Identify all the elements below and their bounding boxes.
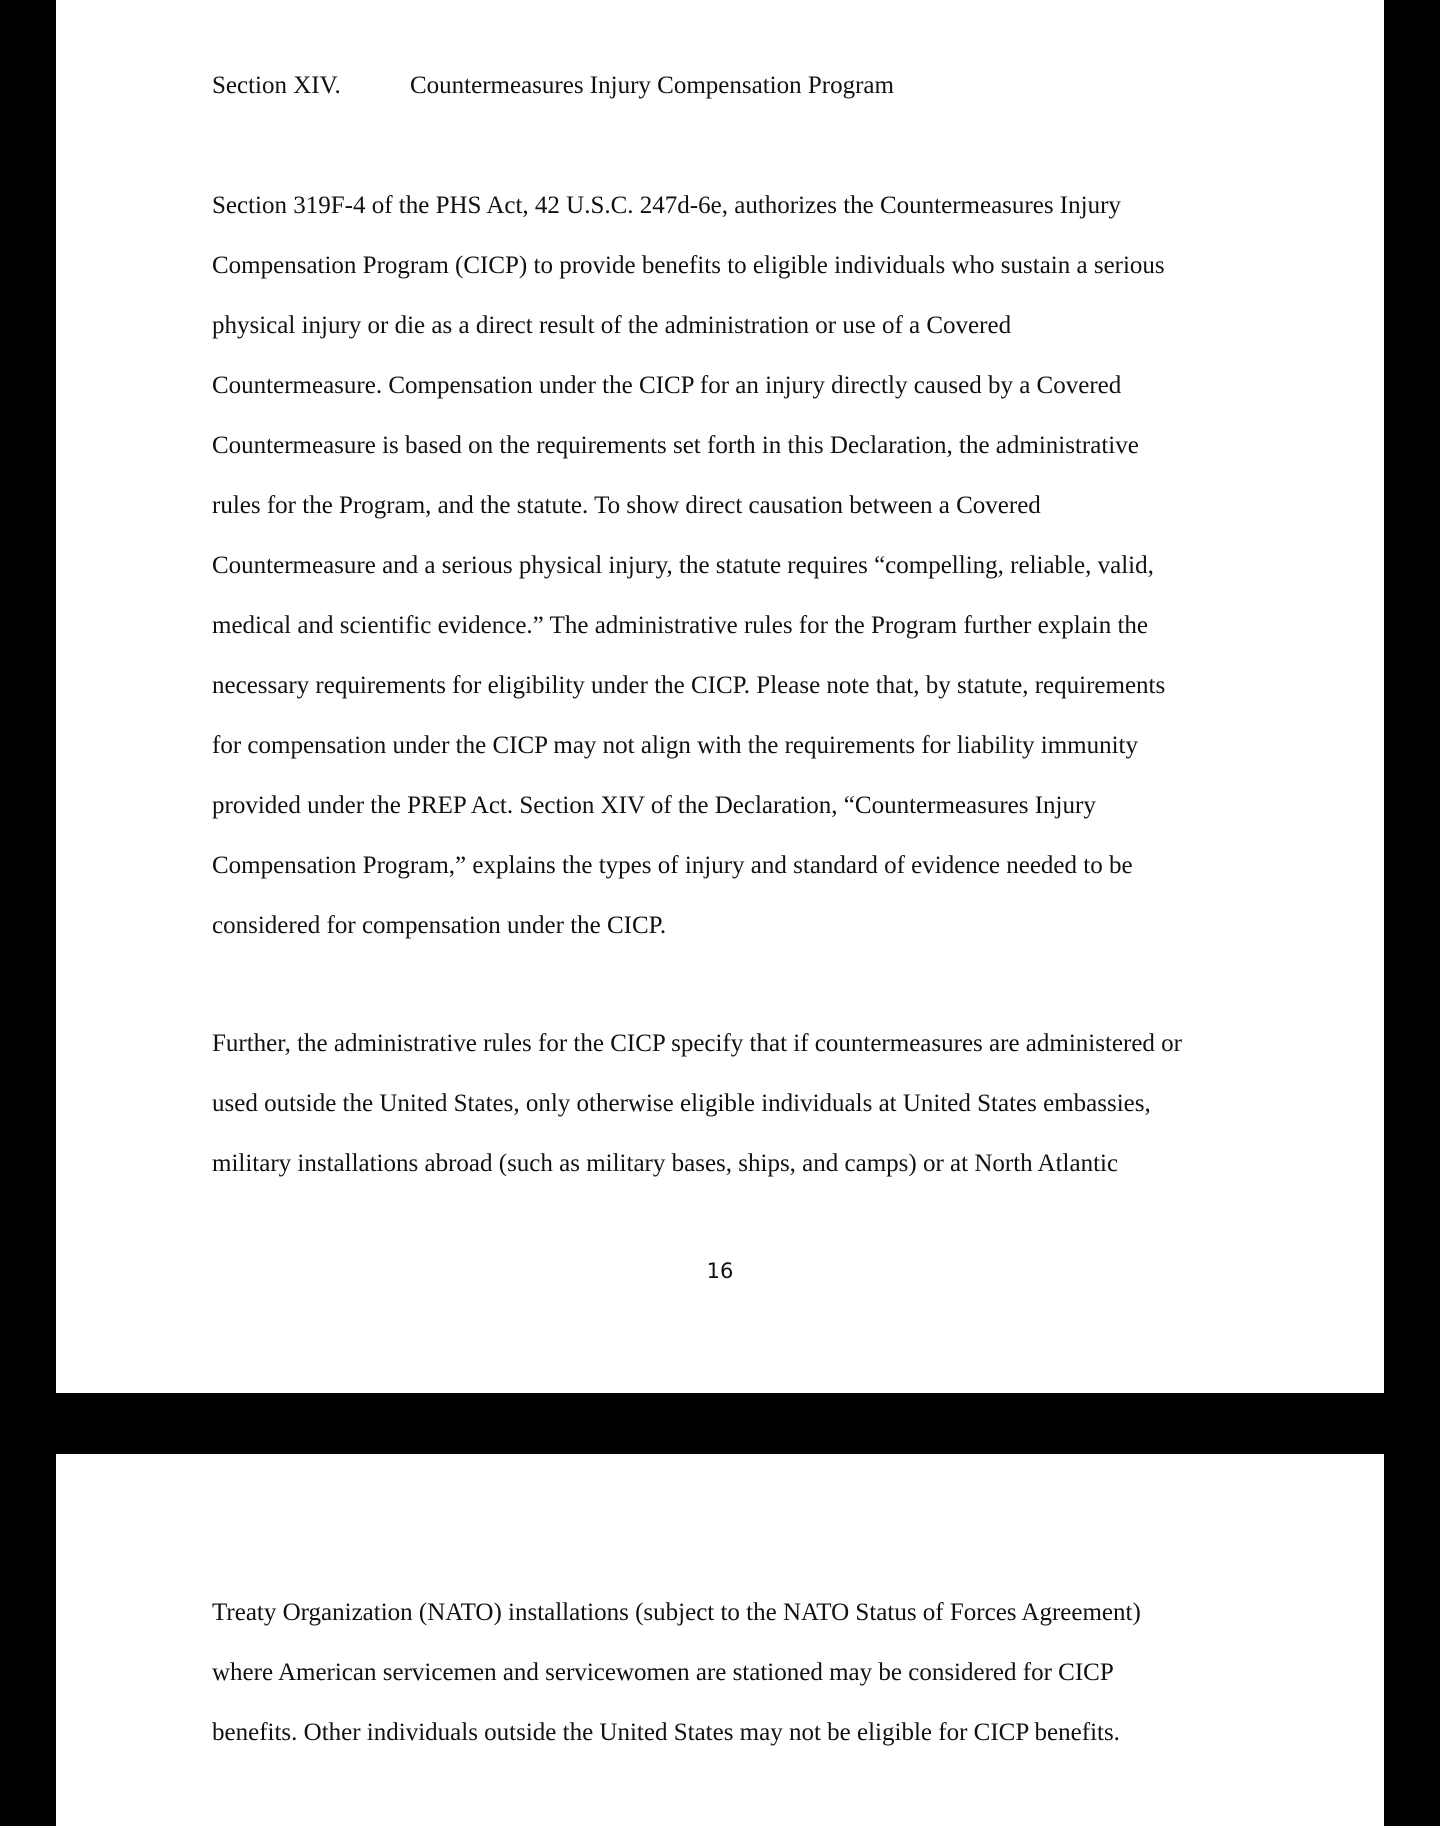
page-number: 16: [706, 1259, 734, 1283]
text-line: Compensation Program (CICP) to provide benefits to eligible individuals who sustain a serious: [212, 252, 1165, 279]
text-line: military installations abroad (such as military bases, ships, and camps) or at North Atlantic: [212, 1150, 1119, 1177]
text-line: used outside the United States, only otherwise eligible individuals at United States embassies,: [212, 1090, 1151, 1117]
text-line: Further, the administrative rules for the CICP specify that if countermeasures are administered or: [212, 1030, 1182, 1057]
text-line: Countermeasure is based on the requirements set forth in this Declaration, the administrative: [212, 432, 1139, 459]
paragraph-nato-continuation: [212, 1583, 1272, 1763]
text-line: Countermeasure. Compensation under the CICP for an injury directly caused by a Covered: [212, 372, 1122, 399]
text-line: benefits. Other individuals outside the United States may not be eligible for CICP benefits.: [212, 1719, 1120, 1746]
text-line: Compensation Program,” explains the types of injury and standard of evidence needed to be: [212, 852, 1133, 879]
document-page-17: [56, 1454, 1384, 1826]
paragraph-outside-us-eligibility: [212, 1014, 1272, 1194]
document-page-16: [56, 0, 1384, 1393]
section-number: Section XIV.: [212, 72, 341, 99]
text-line: physical injury or die as a direct result of the administration or use of a Covered: [212, 312, 1012, 339]
text-line: Section 319F-4 of the PHS Act, 42 U.S.C. 247d-6e, authorizes the Countermeasures Injury: [212, 192, 1121, 219]
text-line: rules for the Program, and the statute. To show direct causation between a Covered: [212, 492, 1041, 519]
text-line: Treaty Organization (NATO) installations (subject to the NATO Status of Forces Agreement): [212, 1599, 1141, 1626]
text-line: considered for compensation under the CICP.: [212, 912, 667, 939]
section-title: Countermeasures Injury Compensation Program: [410, 72, 894, 99]
text-line: Countermeasure and a serious physical injury, the statute requires “compelling, reliable, valid,: [212, 552, 1154, 579]
text-line: medical and scientific evidence.” The administrative rules for the Program further explain the: [212, 612, 1148, 639]
text-line: provided under the PREP Act. Section XIV of the Declaration, “Countermeasures Injury: [212, 792, 1096, 819]
section-header: [212, 70, 894, 102]
text-line: necessary requirements for eligibility under the CICP. Please note that, by statute, requirements: [212, 672, 1166, 699]
text-line: where American servicemen and servicewomen are stationed may be considered for CICP: [212, 1659, 1114, 1686]
paragraph-cicp-authorization: [212, 176, 1272, 956]
text-line: for compensation under the CICP may not align with the requirements for liability immunity: [212, 732, 1138, 759]
